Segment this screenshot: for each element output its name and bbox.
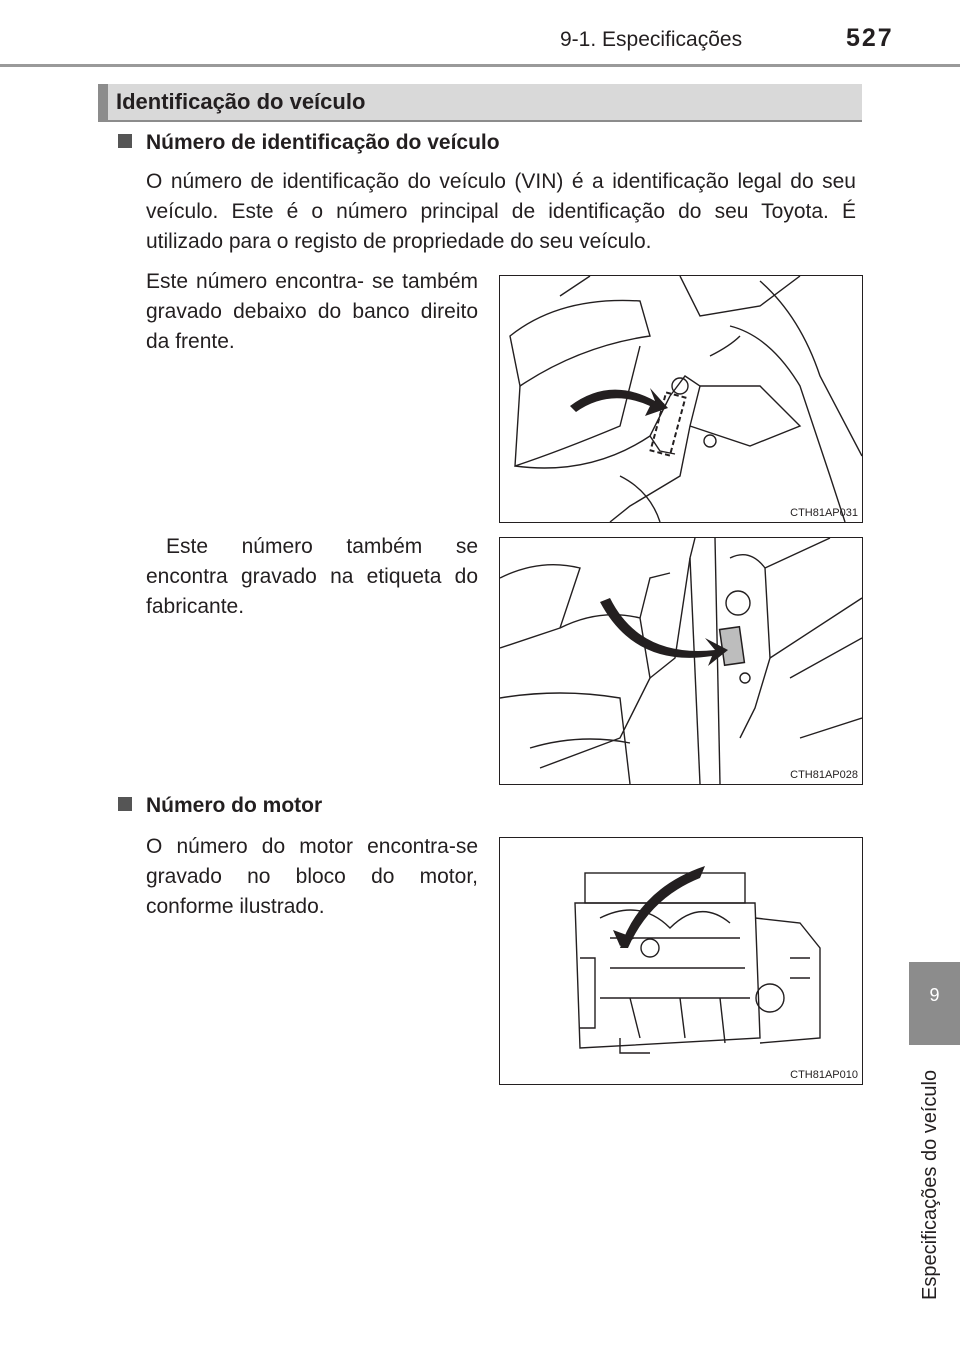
pointer-arrow-icon — [570, 388, 668, 416]
page-number: 527 — [846, 24, 894, 52]
running-header-section: 9-1. Especificações — [560, 28, 743, 51]
engine-illustration — [500, 838, 862, 1084]
section-band — [98, 84, 862, 122]
engine-heading — [118, 794, 322, 818]
vin-heading — [118, 131, 500, 155]
vin-seat-paragraph: Este número encontra- se também gravado debaixo do banco direito da frente. — [146, 270, 478, 353]
vin-heading-text: Número de identificação do veículo — [146, 131, 500, 154]
square-bullet-icon — [118, 134, 132, 148]
pointer-arrow-icon — [600, 598, 728, 666]
figure-code: CTH81AP010 — [790, 1069, 858, 1081]
pointer-arrow-icon — [620, 866, 705, 948]
figure-seat-vin — [499, 275, 863, 523]
header-rule — [0, 64, 960, 67]
figure-label-vin — [499, 537, 863, 785]
chapter-side-label: Especificações do veículo — [919, 1069, 941, 1300]
door-pillar-illustration — [500, 538, 862, 784]
vin-label-paragraph: Este número também se encontra gravado na etiqueta do fabricante. — [146, 535, 478, 618]
seat-illustration — [500, 276, 862, 522]
figure-engine-number — [499, 837, 863, 1085]
engine-heading-text: Número do motor — [146, 794, 323, 817]
chapter-tab-number: 9 — [929, 985, 940, 1005]
section-title: Identificação do veículo — [116, 89, 366, 114]
engine-paragraph: O número do motor encontra-se gravado no bloco do motor, conforme ilustrado. — [146, 835, 478, 918]
figure-code: CTH81AP031 — [790, 507, 858, 519]
figure-code: CTH81AP028 — [790, 769, 858, 781]
vin-intro-paragraph: O número de identificação do veículo (VIN) é a identificação legal do seu veículo. Este é o número principal de identificação do seu Toyota. É utilizado para o registo de propriedade do seu veículo. — [146, 170, 856, 253]
square-bullet-icon — [118, 797, 132, 811]
